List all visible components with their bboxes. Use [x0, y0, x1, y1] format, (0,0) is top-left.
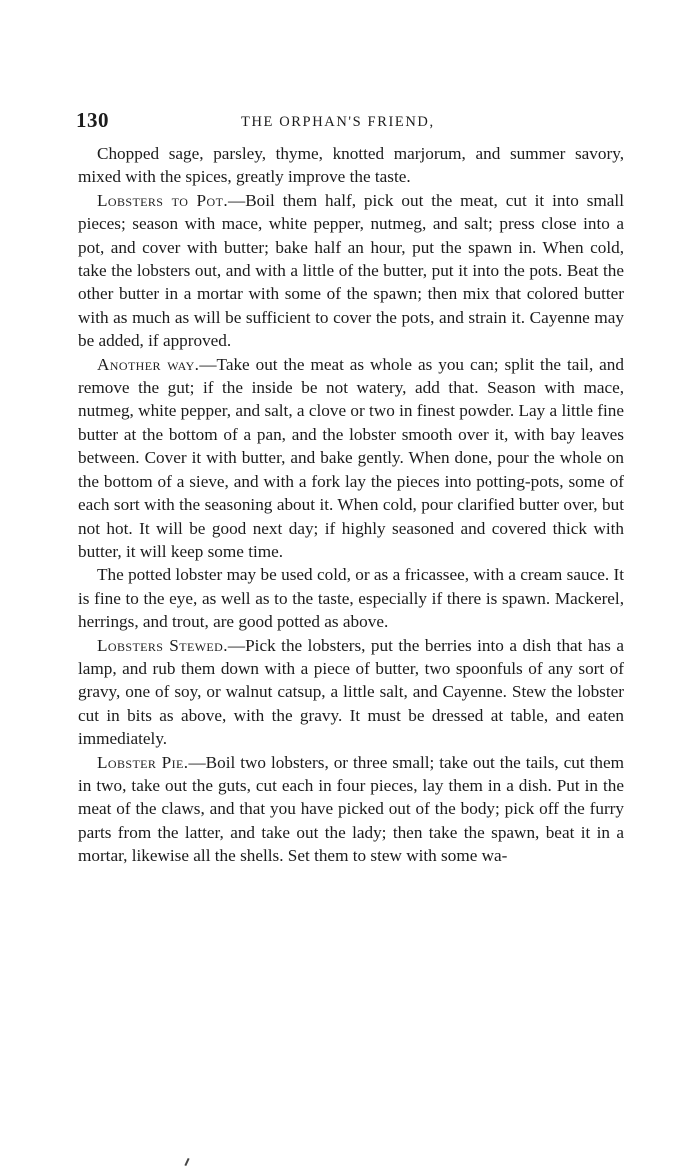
paragraph-potted-lobster: [78, 563, 624, 633]
running-title: THE ORPHAN'S FRIEND,: [241, 114, 435, 130]
paragraph-lobsters-stewed: [78, 634, 624, 751]
page-number: 130: [76, 108, 109, 132]
paragraph-text: —Take out the meat as whole as you can; split the tail, and remove the gut; if the inside be not watery, add that. Season with mace, nutmeg, white pepper, and salt, a clove or two in finest powder. Lay a little fine butter at the bottom of a pan, and the lobster smooth over it, with bay leaves between. Cover it with butter, and bake gently. When done, pour the whole on the bottom of a sieve, and with a fork lay the pieces into potting-pots, some of each sort with the seasoning about it. When cold, pour clarified butter over, but not hot. It will be good next day; if highly seasoned and covered thick with butter, it will keep some time.: [78, 354, 624, 561]
paragraph-text: —Pick the lobsters, put the berries into a dish that has a lamp, and rub them down with a piece of butter, two spoonfuls of any sort of gravy, one of soy, or walnut catsup, a little salt, and Cayenne. Stew the lobster cut in bits as above, with the gravy. It must be dressed at table, and eaten immediately.: [78, 635, 624, 749]
paragraph-text: —Boil two lobsters, or three small; take out the tails, cut them in two, take out the guts, cut each in four pieces, lay them in a dish. Put in the meat of the claws, and that you have picked out of the body; pick off the furry parts from the latter, and take out the lady; then take the spawn, beat it in a mortar, likewise all the shells. Set them to stew with some wa-: [78, 752, 624, 866]
stray-ink-mark: [184, 1158, 189, 1166]
paragraph-lobsters-to-pot: [78, 189, 624, 353]
recipe-heading: Lobsters to Pot.: [97, 190, 229, 210]
paragraph-lobster-pie: [78, 751, 624, 868]
page-header: [78, 108, 624, 142]
paragraph-text: —Boil them half, pick out the meat, cut it into small pieces; season with mace, white pepper, nutmeg, and salt; press close into a pot, and cover with butter; bake half an hour, put the spawn in. When cold, take the lobsters out, and with a little of the butter, put it into the pots. Beat the other butter in a mortar with some of the spawn; then mix that colored butter with as much as will be sufficient to cover the pots, and strain it. Cayenne may be added, if approved.: [78, 190, 624, 351]
paragraph-text: The potted lobster may be used cold, or as a fricassee, with a cream sauce. It is fine to the eye, as well as to the taste, especially if there is spawn. Mackerel, herrings, and trout, are good potted as above.: [78, 565, 624, 632]
paragraph-herbs: [78, 142, 624, 189]
paragraph-another-way: [78, 353, 624, 564]
page-body: [78, 142, 624, 868]
recipe-heading: Another way.: [97, 354, 200, 374]
recipe-heading: Lobsters Stewed.: [97, 635, 228, 655]
recipe-heading: Lobster Pie.: [97, 752, 189, 772]
paragraph-text: Chopped sage, parsley, thyme, knotted marjorum, and summer savory, mixed with the spices, greatly improve the taste.: [78, 144, 624, 187]
book-page: [78, 108, 624, 868]
